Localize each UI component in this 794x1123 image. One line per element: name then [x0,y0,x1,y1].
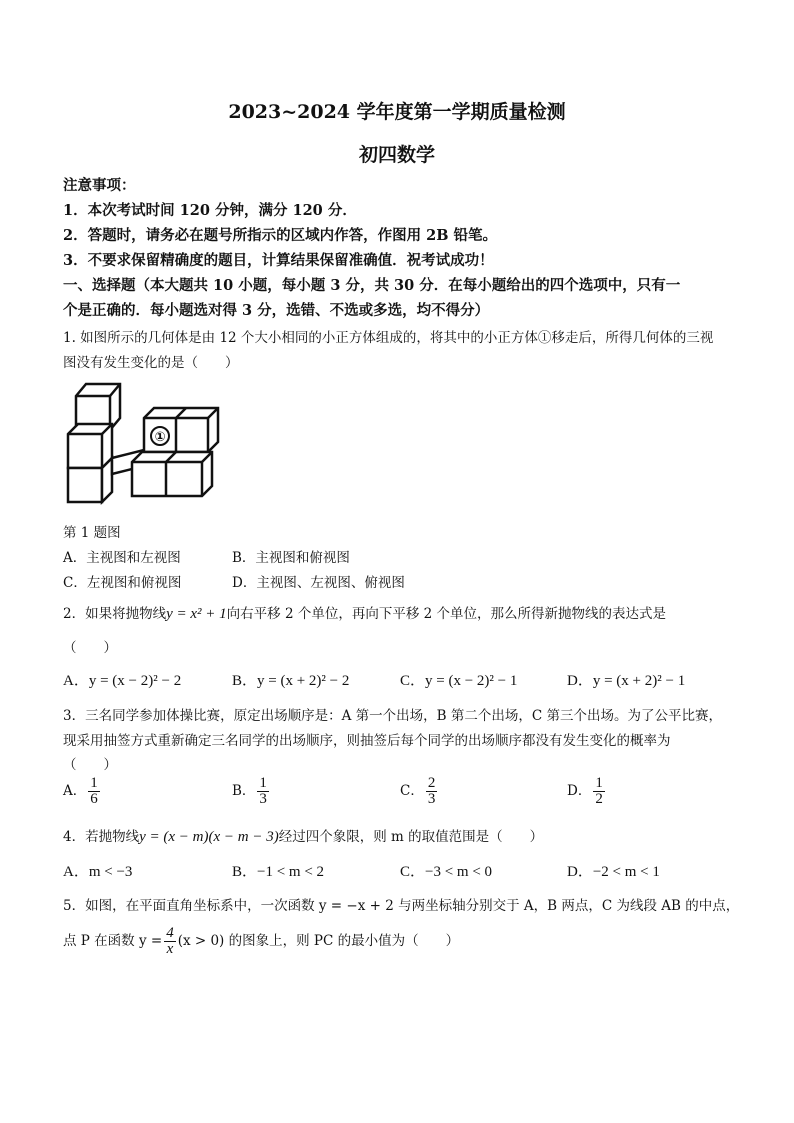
q3-option-b-label: B． [232,783,256,799]
q5-fraction [164,926,176,957]
q3-option-d [567,776,607,807]
q5-frac-num: 4 [166,925,174,941]
q3-option-b [232,776,271,807]
q3-option-c-num: 2 [427,775,436,791]
q5-line2-suffix: (x > 0) 的图象上，则 PC 的最小值为（ ） [177,933,460,949]
q2-option-c: C．y = (x − 2)² − 1 [400,673,518,689]
q1-line1: 1. 如图所示的几何体是由 12 个大小相同的小正方体组成的，将其中的小正方体①移走后，所得几何体的三视 [63,330,714,346]
q3-option-d-den: 2 [595,791,603,807]
q2-paren: （ ） [63,640,117,656]
q5-line1: 5．如图，在平面直角坐标系中，一次函数 y = −x + 2 与两坐标轴分别交于 A，B 两点，C 为线段 AB 的中点， [63,898,740,914]
notice-item-2: 2．答题时，请务必在题号所指示的区域内作答，作图用 2B 铅笔。 [63,227,498,244]
q3-option-b-fraction [257,776,269,807]
q4-suffix: 经过四个象限，则 m 的取值范围是（ ） [278,829,544,845]
section-heading-line1: 一、选择题（本大题共 10 小题，每小题 3 分，共 30 分．在每小题给出的四个选项中，只有一 [63,277,681,294]
q5-line2-prefix: 点 P 在函数 y = [63,933,163,949]
q2-line1 [63,602,666,623]
q4-option-b: B．−1 < m < 2 [232,864,325,880]
q3-option-b-den: 3 [259,791,267,807]
q3-option-a-label: A． [63,783,87,799]
q2-expr: y = x² + 1 [166,606,227,622]
q4-option-a: A．m < −3 [63,864,133,880]
q3-option-c-den: 3 [427,791,436,807]
q4-option-c: C．−3 < m < 0 [400,864,493,880]
q3-option-c-label: C． [400,783,424,799]
q3-option-d-fraction [593,776,605,807]
q3-option-a-num: 1 [90,775,98,791]
notice-item-1: 1．本次考试时间 120 分钟，满分 120 分． [63,202,357,219]
notice-item-3: 3．不要求保留精确度的题目，计算结果保留准确值．祝考试成功！ [63,252,494,269]
q2-option-b: B．y = (x + 2)² − 2 [232,673,350,689]
exam-subtitle: 初四数学 [358,144,435,166]
q3-option-a [63,776,102,807]
q4-prefix: 4．若抛物线 [63,829,140,845]
q3-paren: （ ） [63,757,117,773]
figure-marker: ① [154,430,166,445]
section-heading-line2: 个是正确的．每小题选对得 3 分，选错、不选或多选，均不得分） [63,302,490,319]
notice-heading: 注意事项： [63,177,136,194]
q4-line1 [63,825,543,846]
q4-option-d: D．−2 < m < 1 [567,864,660,880]
q1-line2: 图没有发生变化的是（ ） [63,355,239,371]
q1-option-c: C．左视图和俯视图 [63,575,182,591]
q3-option-c-fraction [426,776,438,807]
q3-option-a-fraction [88,776,100,807]
q3-line1: 3．三名同学参加体操比赛，原定出场顺序是：A 第一个出场，B 第二个出场，C 第三个出场。为了公平比赛， [63,708,722,724]
q2-option-d: D．y = (x + 2)² − 1 [567,673,686,689]
q3-option-a-den: 6 [90,791,98,807]
q1-option-a: A．主视图和左视图 [63,550,181,566]
q1-option-b: B．主视图和俯视图 [232,550,350,566]
q5-frac-den: x [166,941,174,957]
exam-title: 2023~2024 学年度第一学期质量检测 [228,101,566,123]
q2-option-a: A．y = (x − 2)² − 2 [63,673,182,689]
q1-option-d: D．主视图、左视图、俯视图 [232,575,405,591]
q1-figure-caption: 第 1 题图 [63,525,121,541]
q5-line2 [63,926,459,957]
q3-option-d-label: D． [567,783,592,799]
q3-option-d-num: 1 [595,775,603,791]
q3-option-b-num: 1 [259,775,267,791]
q1-figure [64,378,222,506]
q4-expr: y = (x − m)(x − m − 3) [139,829,279,845]
q3-option-c [400,776,439,807]
q2-prefix: 2．如果将抛物线 [63,606,167,622]
q3-line2: 现采用抽签方式重新确定三名同学的出场顺序，则抽签后每个同学的出场顺序都没有发生变化的概率为 [63,733,671,749]
q2-suffix: 向右平移 2 个单位，再向下平移 2 个单位，那么所得新抛物线的表达式是 [226,606,666,622]
